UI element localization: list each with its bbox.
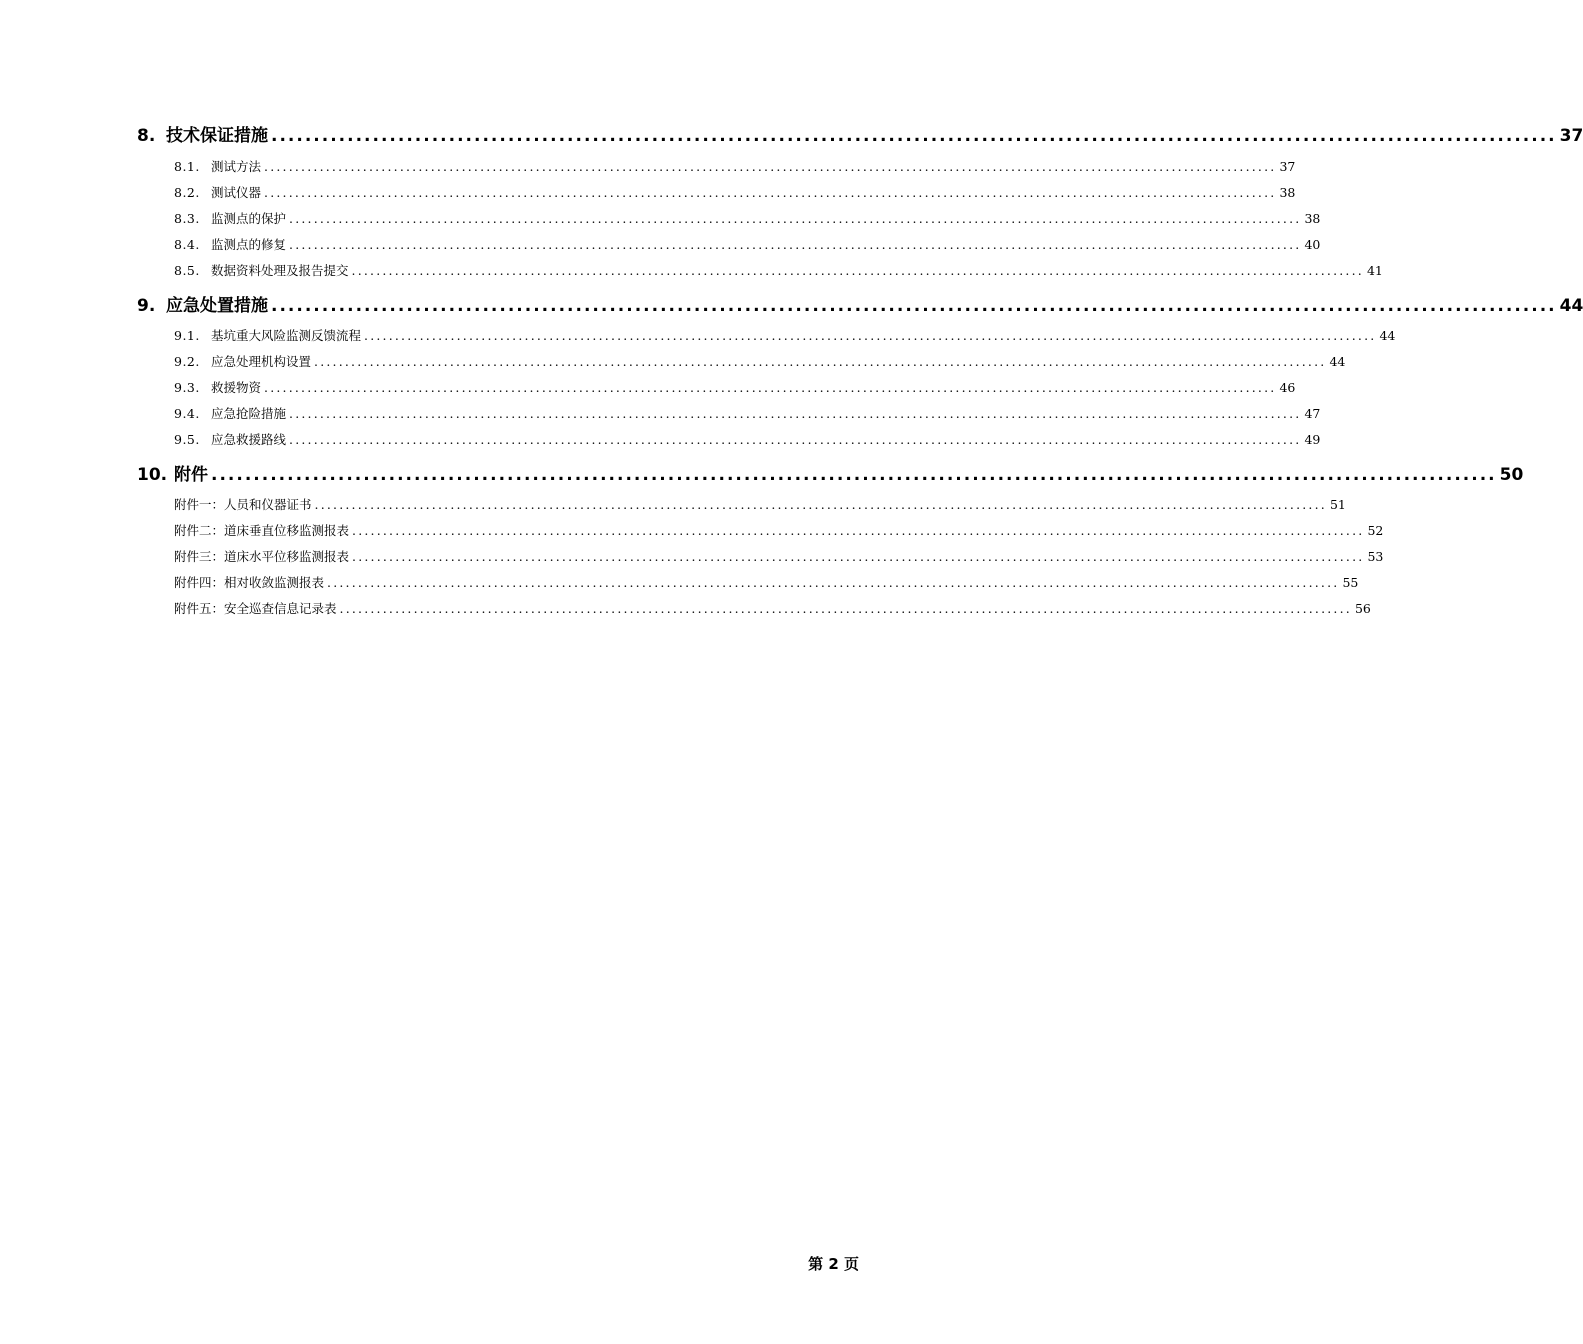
- toc-page-number: 56: [1354, 601, 1371, 616]
- toc-page-number: 53: [1367, 549, 1384, 564]
- toc-item-8-2[interactable]: [174, 183, 1296, 201]
- toc-item-number: 8.3.: [174, 211, 200, 226]
- toc-item-number: 9.5.: [174, 432, 200, 447]
- toc-item-title: 附件二：道床垂直位移监测报表: [174, 523, 350, 538]
- toc-item-number: 9.3.: [174, 380, 200, 395]
- toc-section-title: 技术保证措施: [166, 126, 268, 146]
- toc-item-title: 附件四：相对收敛监测报表: [174, 575, 325, 590]
- dot-leader: ........................................................................................................................................................: [271, 126, 1557, 146]
- toc-section-9[interactable]: [137, 291, 1583, 316]
- dot-leader: ....................................................................................................................................................................: [314, 497, 1327, 512]
- toc-appendix-5[interactable]: [174, 599, 1371, 617]
- toc-item-title: 救援物资: [211, 380, 262, 395]
- toc-item-title: 测试方法: [211, 159, 262, 174]
- dot-leader: ....................................................................................................................................................................: [352, 549, 1365, 564]
- toc-item-9-4[interactable]: [174, 404, 1321, 422]
- toc-page-number: 38: [1304, 211, 1321, 226]
- toc-page-number: 44: [1559, 296, 1583, 316]
- toc-item-9-5[interactable]: [174, 430, 1321, 448]
- dot-leader: ........................................................................................................................................................: [271, 296, 1557, 316]
- dot-leader: ....................................................................................................................................................................: [351, 263, 1364, 278]
- toc-item-8-5[interactable]: [174, 261, 1383, 279]
- dot-leader: ....................................................................................................................................................................: [327, 575, 1340, 590]
- toc-section-number: 10.: [137, 465, 168, 485]
- toc-appendix-2[interactable]: [174, 521, 1384, 539]
- toc-appendix-4[interactable]: [174, 573, 1359, 591]
- toc-section-number: 8.: [137, 126, 156, 146]
- dot-leader: ....................................................................................................................................................................: [314, 354, 1327, 369]
- toc-page-number: 41: [1366, 263, 1383, 278]
- toc-page-number: 46: [1279, 380, 1296, 395]
- toc-page-number: 37: [1279, 159, 1296, 174]
- toc-item-title: 监测点的修复: [211, 237, 287, 252]
- toc-appendix-1[interactable]: [174, 495, 1346, 513]
- toc-item-title: 应急抢险措施: [211, 406, 287, 421]
- toc-item-title: 测试仪器: [211, 185, 262, 200]
- dot-leader: ........................................................................................................................................................: [211, 465, 1497, 485]
- toc-section-title: 应急处置措施: [166, 296, 268, 316]
- toc-section-number: 9.: [137, 296, 156, 316]
- toc-page-number: 38: [1279, 185, 1296, 200]
- toc-item-number: 9.1.: [174, 328, 200, 343]
- dot-leader: ....................................................................................................................................................................: [264, 185, 1277, 200]
- toc-item-8-3[interactable]: [174, 209, 1321, 227]
- toc-item-title: 应急救援路线: [211, 432, 287, 447]
- toc-item-9-3[interactable]: [174, 378, 1296, 396]
- toc-item-title: 基坑重大风险监测反馈流程: [211, 328, 362, 343]
- toc-item-number: 9.2.: [174, 354, 200, 369]
- toc-item-title: 监测点的保护: [211, 211, 287, 226]
- toc-page-number: 50: [1499, 465, 1524, 485]
- toc-section-10[interactable]: [137, 460, 1524, 485]
- toc-page-number: 44: [1379, 328, 1396, 343]
- toc-page-number: 49: [1304, 432, 1321, 447]
- dot-leader: ....................................................................................................................................................................: [289, 406, 1302, 421]
- toc-item-9-2[interactable]: [174, 352, 1346, 370]
- toc-section-title: 附件: [174, 465, 208, 485]
- toc-appendix-3[interactable]: [174, 547, 1384, 565]
- toc-item-title: 应急处理机构设置: [211, 354, 312, 369]
- dot-leader: ....................................................................................................................................................................: [289, 432, 1302, 447]
- dot-leader: ....................................................................................................................................................................: [339, 601, 1352, 616]
- toc-page-number: 47: [1304, 406, 1321, 421]
- dot-leader: ....................................................................................................................................................................: [364, 328, 1377, 343]
- dot-leader: ....................................................................................................................................................................: [264, 380, 1277, 395]
- toc-page-number: 40: [1304, 237, 1321, 252]
- toc-page-number: 52: [1367, 523, 1384, 538]
- toc-item-number: 8.5.: [174, 263, 200, 278]
- toc-item-title: 数据资料处理及报告提交: [211, 263, 349, 278]
- toc-item-title: 附件三：道床水平位移监测报表: [174, 549, 350, 564]
- toc-item-8-4[interactable]: [174, 235, 1321, 253]
- dot-leader: ....................................................................................................................................................................: [289, 237, 1302, 252]
- toc-page-number: 44: [1329, 354, 1346, 369]
- toc-item-title: 附件一：人员和仪器证书: [174, 497, 312, 512]
- toc-item-number: 8.4.: [174, 237, 200, 252]
- toc-item-number: 8.2.: [174, 185, 200, 200]
- toc-page-number: 37: [1559, 126, 1583, 146]
- toc-item-9-1[interactable]: [174, 326, 1396, 344]
- page-footer-number: 第 2 页: [808, 1255, 859, 1273]
- dot-leader: ....................................................................................................................................................................: [264, 159, 1277, 174]
- toc-item-number: 9.4.: [174, 406, 200, 421]
- dot-leader: ....................................................................................................................................................................: [352, 523, 1365, 538]
- dot-leader: ....................................................................................................................................................................: [289, 211, 1302, 226]
- toc-item-title: 附件五：安全巡查信息记录表: [174, 601, 337, 616]
- toc-item-number: 8.1.: [174, 159, 200, 174]
- toc-section-8[interactable]: [137, 121, 1583, 146]
- toc-item-8-1[interactable]: [174, 157, 1296, 175]
- toc-page-number: 55: [1342, 575, 1359, 590]
- toc-page-number: 51: [1329, 497, 1346, 512]
